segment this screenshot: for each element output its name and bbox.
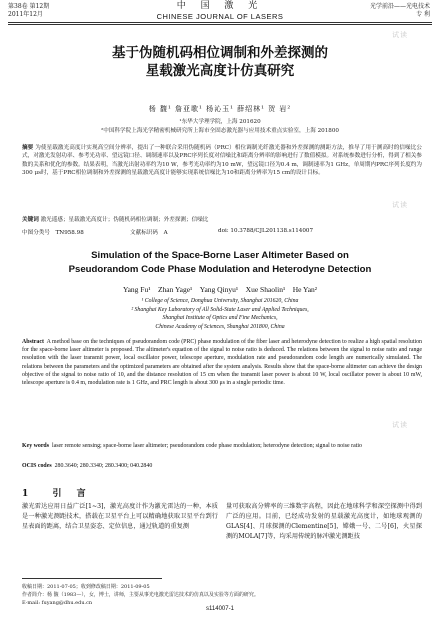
title-cn-line-2: 星载激光高度计仿真研究 <box>145 63 295 79</box>
section-heading <box>22 486 92 499</box>
footnote-rule <box>22 578 162 579</box>
header-column-2: 专 利 <box>416 11 430 18</box>
authors-en: Yang Fu¹ Zhan Yage¹ Yang Qinyu¹ Xue Shaolin¹ He Yan² <box>122 285 318 294</box>
header-column <box>370 3 430 19</box>
abstract-cn <box>22 144 422 178</box>
abstract-en-text: A method base on the techniques of pseudorandom code (PRC) phase modulation of the fiber laser and heterodyne detection to realize a high spatial resolution for the space-borne laser altimeter is proposed. The altimeter's equation of the signal to noise ratio is deduced. The relations between the signal to noise ratio and range resolution with the laser transmit power, local oscillator power, telescope aperture, modulation rate and pseudorandom code length are numerically simulated. The relations between the parameters and the optimized parameters are obtained after the system analysis. Results show that the space-borne altimeter can achieve the design objective of the signal to noise ratio of 10, and the distance resolution of 15 cm when the transmit laser power is about 10 W, local oscillator power is about 10 mW, telescope aperture is 0.4 m, modulation rate is 1 GHz, and PRC length is about 300 μs in a single periodic time. <box>22 339 422 387</box>
keywords-cn <box>22 216 422 224</box>
affiliation-en-1: ¹ College of Science, Donghua University, Shanghai 201620, China <box>141 298 299 304</box>
footnote-author: 作者简介：杨 馥（1983—），女，博士，讲师，主要从事光电激光雷达技术的仿真以及实验等方面的研究。 <box>22 592 259 598</box>
abstract-cn-text: 为使星载激光高度计实现高空间分辨率，提出了一种联合采用伪随机码（PRC）相位调制光纤激光器和外差探测的测距方法，推导了用于测高时的信噪比公式，对激光发射功率、参考光功率、望远镜口径、调制速率以及PRC序列长度对信噪比和距离分辨率的影响进行了数值模拟。对系统参数进行分析，得到了相关参数的关系和优化的参数。结果表明，当激光出射功率约为10 W，参考光功率约为10 mW，望远镜口径为0.4 m，调制速率为1 GHz，单周期内PRC序列长度约为300 μs时，基于PRC相位调制和外差探测的星载激光高度计能够实现系统信噪比为10和距离分辨率为15 cm的设计目标。 <box>22 145 422 177</box>
affiliation-en-2: ² Shanghai Key Laboratory of All Solid-State Laser and Applied Techniques, <box>131 306 309 313</box>
header-rule-thin <box>8 24 432 25</box>
header-date: 2011年12月 <box>8 11 43 18</box>
affiliation-en-3: Shanghai Institute of Optics and Fine Mechanics, <box>162 315 278 322</box>
keywords-en-label: Key words <box>22 443 49 449</box>
footnote <box>22 583 422 607</box>
watermark-stamp: 试读 <box>392 202 408 209</box>
keywords-en-text: laser remote sensing; space-borne laser altimeter; pseudorandom code phase modulation; heterodyne detection; signal to noise ratio <box>51 443 362 449</box>
header-volume-text: 第38卷 <box>8 3 28 10</box>
title-en-line-2: Pseudorandom Code Phase Modulation and Heterodyne Detection <box>68 264 372 275</box>
affiliation-en <box>20 297 420 331</box>
header-volume-sub: 第12期 <box>29 3 50 10</box>
ocis-codes <box>22 462 422 470</box>
footnote-received: 收稿日期：2011-07-05；收到修改稿日期：2011-09-05 <box>22 584 150 590</box>
ocis-label: OCIS codes <box>22 463 52 469</box>
section-title: 引 言 <box>52 489 92 499</box>
footnote-email[interactable]: E-mail: fuyang@dhu.edu.cn <box>22 600 93 606</box>
affiliation-cn-2: ²中国科学院上海光学精密机械研究所上海市全固态激光器与应用技术重点实验室，上海 201800 <box>101 128 339 134</box>
journal-name-cn: 中 国 激 光 <box>176 1 264 11</box>
abstract-en-label: Abstract <box>22 339 44 345</box>
authors-cn: 杨 馥¹ 詹亚歌¹ 杨沁玉¹ 薛绍林¹ 贺 岩² <box>148 105 292 113</box>
header-journal <box>110 1 330 21</box>
title-en-line-1: Simulation of the Space-Borne Laser Altimeter Based on <box>91 250 349 261</box>
clc-number: 中图分类号 TN958.98 <box>22 230 84 236</box>
paper-title-cn <box>20 44 420 80</box>
page-header <box>0 0 440 24</box>
page-number: s114007-1 <box>206 606 234 612</box>
doi-link[interactable]: doi: 10.3788/CJL201138.s114007 <box>218 228 314 234</box>
paper-title-en <box>20 249 420 277</box>
ocis-text: 280.3640; 280.3340; 280.3400; 040.2840 <box>54 463 153 469</box>
section-number: 1 <box>22 489 35 499</box>
header-volume <box>8 3 49 19</box>
watermark-stamp: 试读 <box>392 32 408 39</box>
affiliation-en-4: Chinese Academy of Sciences, Shanghai 201800, China <box>155 323 285 330</box>
body-column-left: 激光雷达应用日益广泛[1~3]，激光高度计作为激光雷达的一种，本质是一种激光测距技术，搭载在卫星平台上可以精确地获取卫星平台到行星表面的距离，结合卫星姿态、定位信息，通过轨道的重复测 <box>22 503 218 530</box>
keywords-cn-text: 激光遥感；星载激光高度计；伪随机码相位调制；外差探测；信噪比 <box>40 217 209 223</box>
abstract-cn-label: 摘要 <box>22 145 34 151</box>
body-column-right: 量可获取高分辨率的三维数字高程，因此在地球科学和深空探测中得到广泛的应用。目前，已经成功发射的星载激光高度计，如地球观测的GLAS[4]、月球探测的Clementine[5]，嫦娥一号、二号[6]，火星探测的MOLA[7]等，均采用传统的脉冲激光测距技 <box>226 503 422 540</box>
keywords-cn-label: 关键词 <box>22 217 39 223</box>
affiliation-cn <box>20 118 420 136</box>
affiliation-cn-1: ¹东华大学理学院，上海 201620 <box>179 119 261 125</box>
keywords-en <box>22 442 422 450</box>
abstract-en <box>22 338 422 387</box>
journal-name-en: CHINESE JOURNAL OF LASERS <box>156 12 284 21</box>
watermark-stamp: 试读 <box>392 422 408 429</box>
title-cn-line-1: 基于伪随机码相位调制和外差探测的 <box>112 45 328 61</box>
document-code: 文献标识码 A <box>130 230 168 236</box>
header-column-1: 光学前沿——光电技术 <box>369 3 430 10</box>
